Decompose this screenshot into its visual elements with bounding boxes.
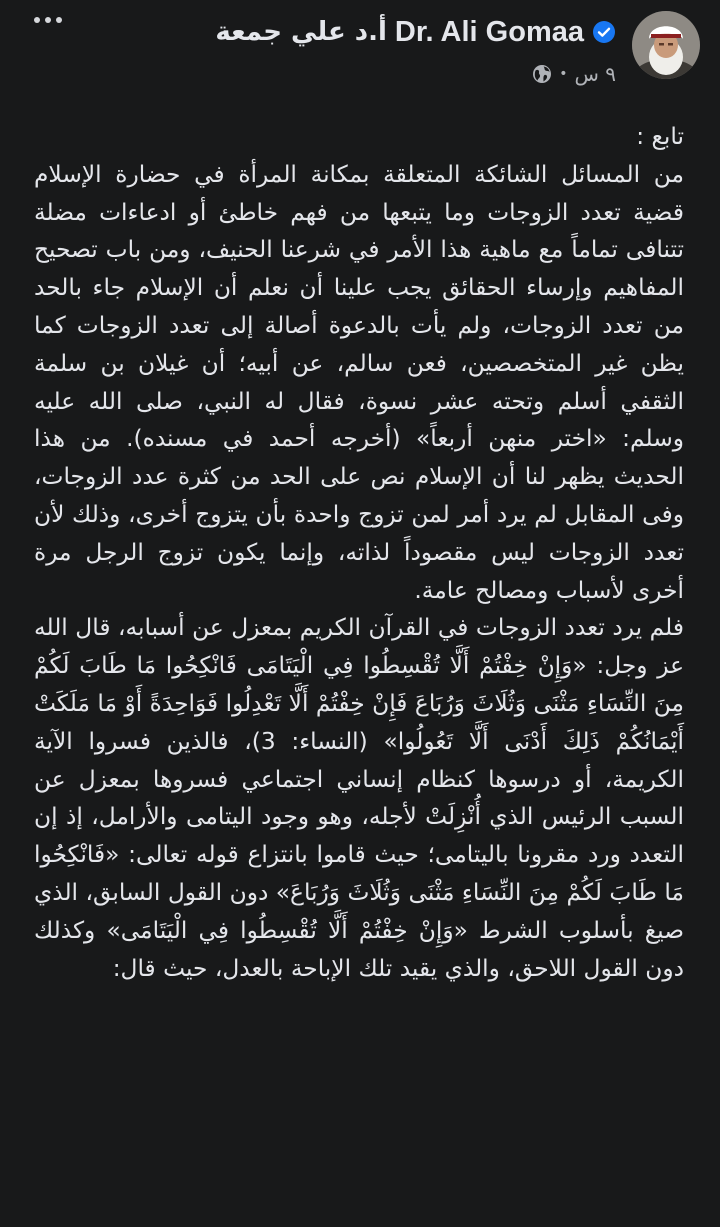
- verified-badge-icon: [592, 20, 616, 44]
- post-meta: [532, 58, 616, 90]
- author-name-english[interactable]: Dr. Ali Gomaa: [394, 15, 584, 48]
- author-name-row: [215, 12, 616, 52]
- globe-icon[interactable]: [532, 64, 552, 84]
- post-header: [0, 0, 720, 110]
- post-body: [34, 118, 684, 987]
- author-name-arabic[interactable]: أ.د علي جمعة: [215, 17, 387, 47]
- meta-separator: •: [559, 66, 568, 82]
- post-paragraph: تابع :: [636, 123, 684, 150]
- more-options-button[interactable]: [28, 6, 68, 34]
- post-paragraph: فلم يرد تعدد الزوجات في القرآن الكريم بمعزل عن أسبابه، قال الله عز وجل: «وَإِنْ خِفْتُمْ أَلَّا تُقْسِطُوا فِي الْيَتَامَى فَانْكِحُوا مَا طَابَ لَكُمْ مِنَ النِّسَاءِ مَثْنَى وَثُلَاثَ وَرُبَاعَ فَإِنْ خِفْتُمْ أَلَّا تَعْدِلُوا فَوَاحِدَةً أَوْ مَا مَلَكَتْ أَيْمَانُكُمْ ذَلِكَ أَدْنَى أَلَّا تَعُولُوا» (النساء: 3)، فالذين فسروا الآية الكريمة، أو درسوها كنظام إنساني اجتماعي فسروها بمعزل عن السبب الرئيس الذي أُنْزِلَتْ لأجله، وهو وجود اليتامى والأرامل، إذ إن التعدد ورد مقرونا باليتامى؛ حيث قاموا بانتزاع قوله تعالى: «فَانْكِحُوا مَا طَابَ لَكُمْ مِنَ النِّسَاءِ مَثْنَى وَثُلَاثَ وَرُبَاعَ» دون القول السابق، الذي صيغ بأسلوب الشرط «وَإِنْ خِفْتُمْ أَلَّا تُقْسِطُوا فِي الْيَتَامَى» وكذلك دون القول اللاحق، والذي يقيد تلك الإباحة بالعدل، حيث قال:: [34, 614, 684, 982]
- more-dot: [34, 17, 40, 23]
- more-dot: [56, 17, 62, 23]
- post-timestamp[interactable]: ٩ س: [574, 62, 616, 86]
- author-avatar[interactable]: [632, 11, 700, 79]
- more-dot: [45, 17, 51, 23]
- avatar-portrait: [632, 11, 700, 79]
- post-paragraph: من المسائل الشائكة المتعلقة بمكانة المرأة في حضارة الإسلام قضية تعدد الزوجات وما يتبعها من فهم خاطئ أو ادعاءات مضلة تتنافى تماماً مع ماهية هذا الأمر في شرعنا الحنيف، ومن باب تصحيح المفاهيم وإرساء الحقائق يجب علينا أن نعلم أن الإسلام جاء بالحد من تعدد الزوجات، ولم يأت بالدعوة أصالة إلى تعدد الزوجات كما يظن غير المتخصصين، فعن سالم، عن أبيه؛ أن غيلان بن سلمة الثقفي أسلم وتحته عشر نسوة، فقال له النبي، صلى الله عليه وسلم: «اختر منهن أربعاً» (أخرجه أحمد في مسنده). من هذا الحديث يظهر لنا أن الإسلام نص على الحد من كثرة عدد الزوجات، وفى المقابل لم يرد أمر لمن تزوج واحدة بأن يتزوج أخرى، وذلك لأن تعدد الزوجات ليس مقصوداً لذاته، وإنما يكون تزوج الرجل مرة أخرى لأسباب ومصالح عامة.: [34, 160, 684, 604]
